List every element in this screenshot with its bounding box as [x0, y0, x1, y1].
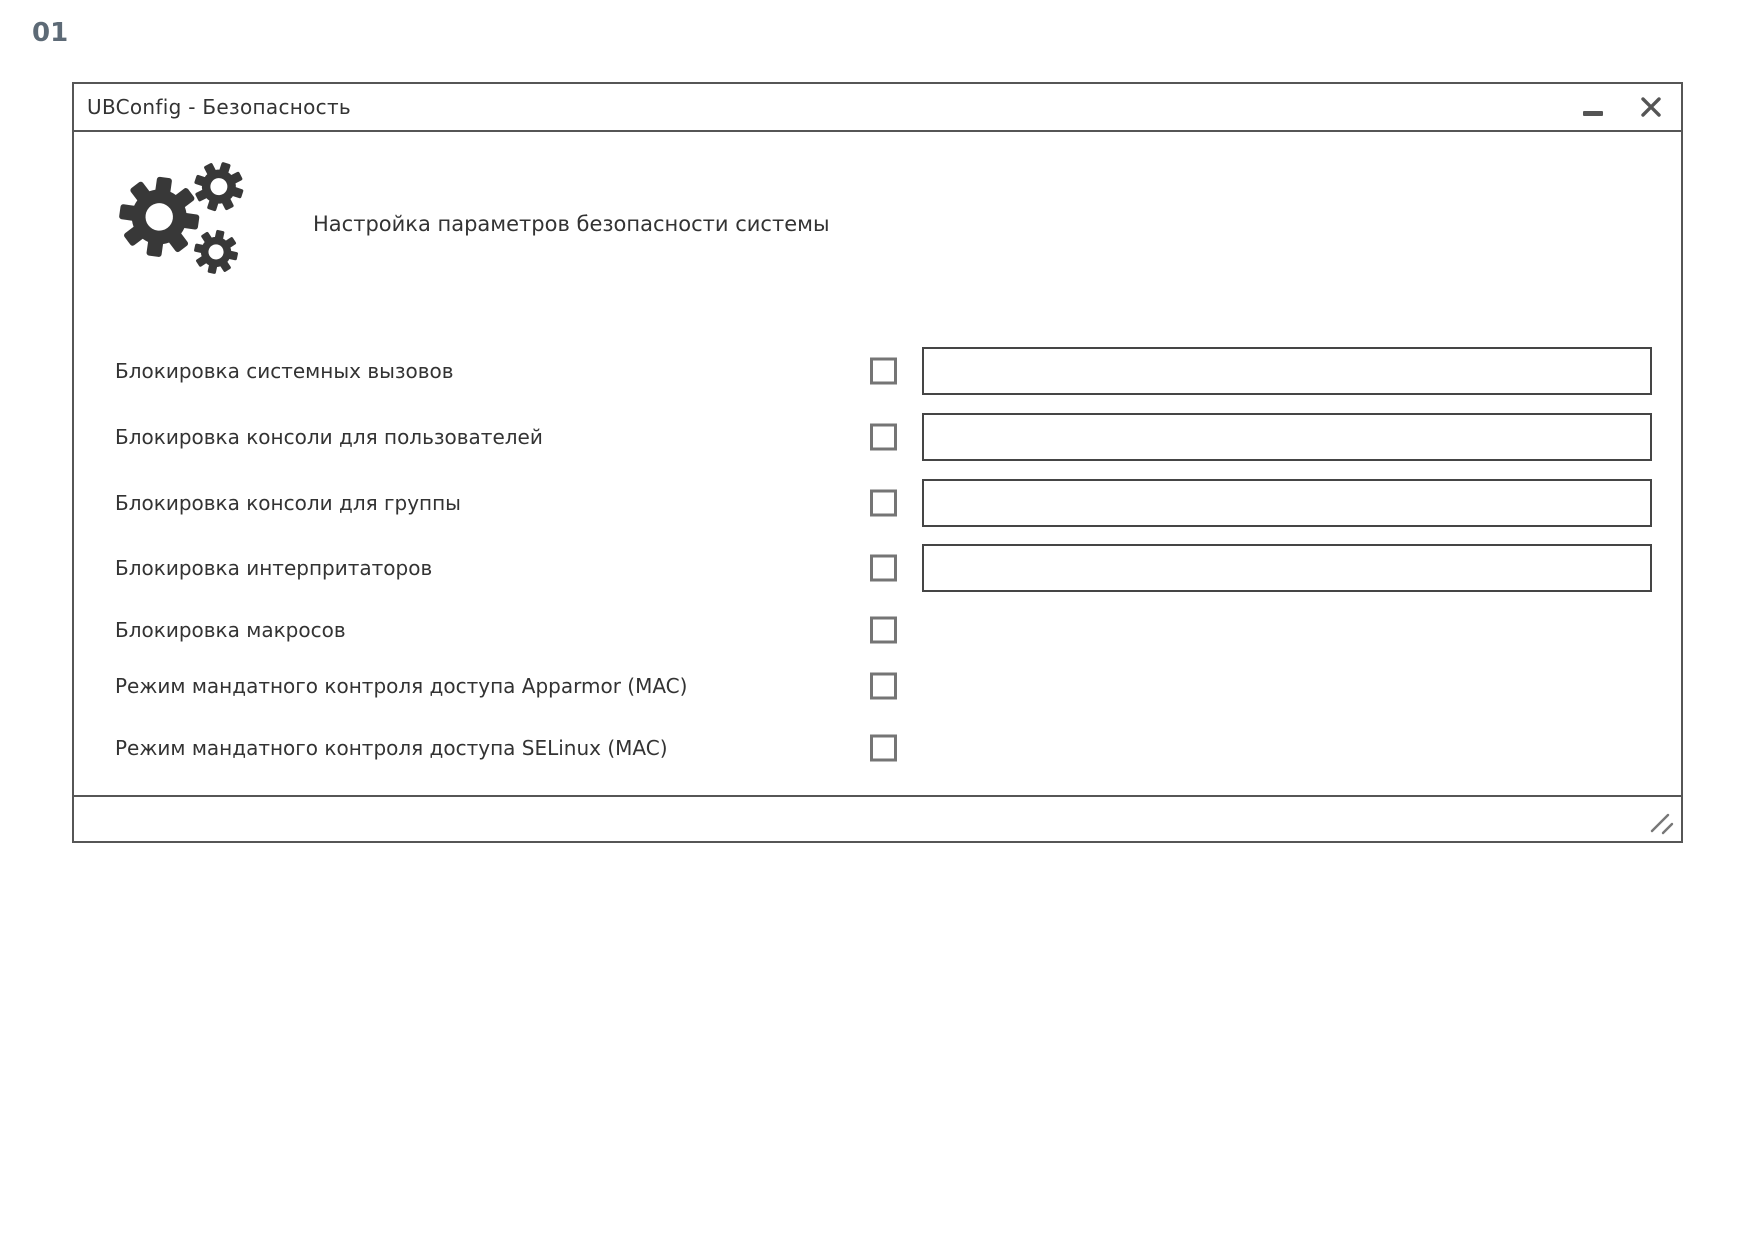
settings-row-console-group — [74, 479, 1681, 527]
minimize-icon — [1583, 111, 1603, 116]
settings-row-apparmor — [74, 662, 1681, 710]
settings-row-macros — [74, 606, 1681, 654]
setting-label: Блокировка макросов — [115, 618, 346, 642]
setting-checkbox[interactable] — [870, 555, 897, 582]
settings-row-selinux — [74, 724, 1681, 772]
ubconfig-security-window — [72, 82, 1683, 843]
settings-row-interpreters — [74, 544, 1681, 592]
setting-input[interactable] — [922, 544, 1652, 592]
setting-checkbox[interactable] — [870, 735, 897, 762]
setting-checkbox[interactable] — [870, 424, 897, 451]
setting-checkbox[interactable] — [870, 617, 897, 644]
setting-label: Блокировка системных вызовов — [115, 359, 454, 383]
window-title: UBConfig - Безопасность — [87, 95, 351, 119]
setting-label: Блокировка консоли для группы — [115, 491, 461, 515]
setting-input[interactable] — [922, 413, 1652, 461]
resize-grip-icon[interactable] — [1647, 809, 1675, 835]
setting-label: Режим мандатного контроля доступа SELinux (MAC) — [115, 736, 668, 760]
minimize-button[interactable] — [1577, 91, 1609, 123]
setting-checkbox[interactable] — [870, 358, 897, 385]
setting-label: Блокировка консоли для пользователей — [115, 425, 543, 449]
window-controls — [1577, 84, 1667, 130]
page-number: 01 — [32, 18, 69, 48]
setting-checkbox[interactable] — [870, 673, 897, 700]
settings-row-console-users — [74, 413, 1681, 461]
settings-row-system-calls — [74, 347, 1681, 395]
status-bar — [74, 795, 1681, 841]
gears-icon — [110, 146, 252, 284]
setting-label: Блокировка интерпритаторов — [115, 556, 433, 580]
window-heading: Настройка параметров безопасности системы — [313, 212, 830, 236]
close-button[interactable] — [1635, 91, 1667, 123]
window-titlebar[interactable] — [74, 84, 1681, 132]
close-icon — [1640, 96, 1662, 118]
setting-label: Режим мандатного контроля доступа Apparmor (MAC) — [115, 674, 688, 698]
setting-input[interactable] — [922, 347, 1652, 395]
setting-checkbox[interactable] — [870, 490, 897, 517]
setting-input[interactable] — [922, 479, 1652, 527]
